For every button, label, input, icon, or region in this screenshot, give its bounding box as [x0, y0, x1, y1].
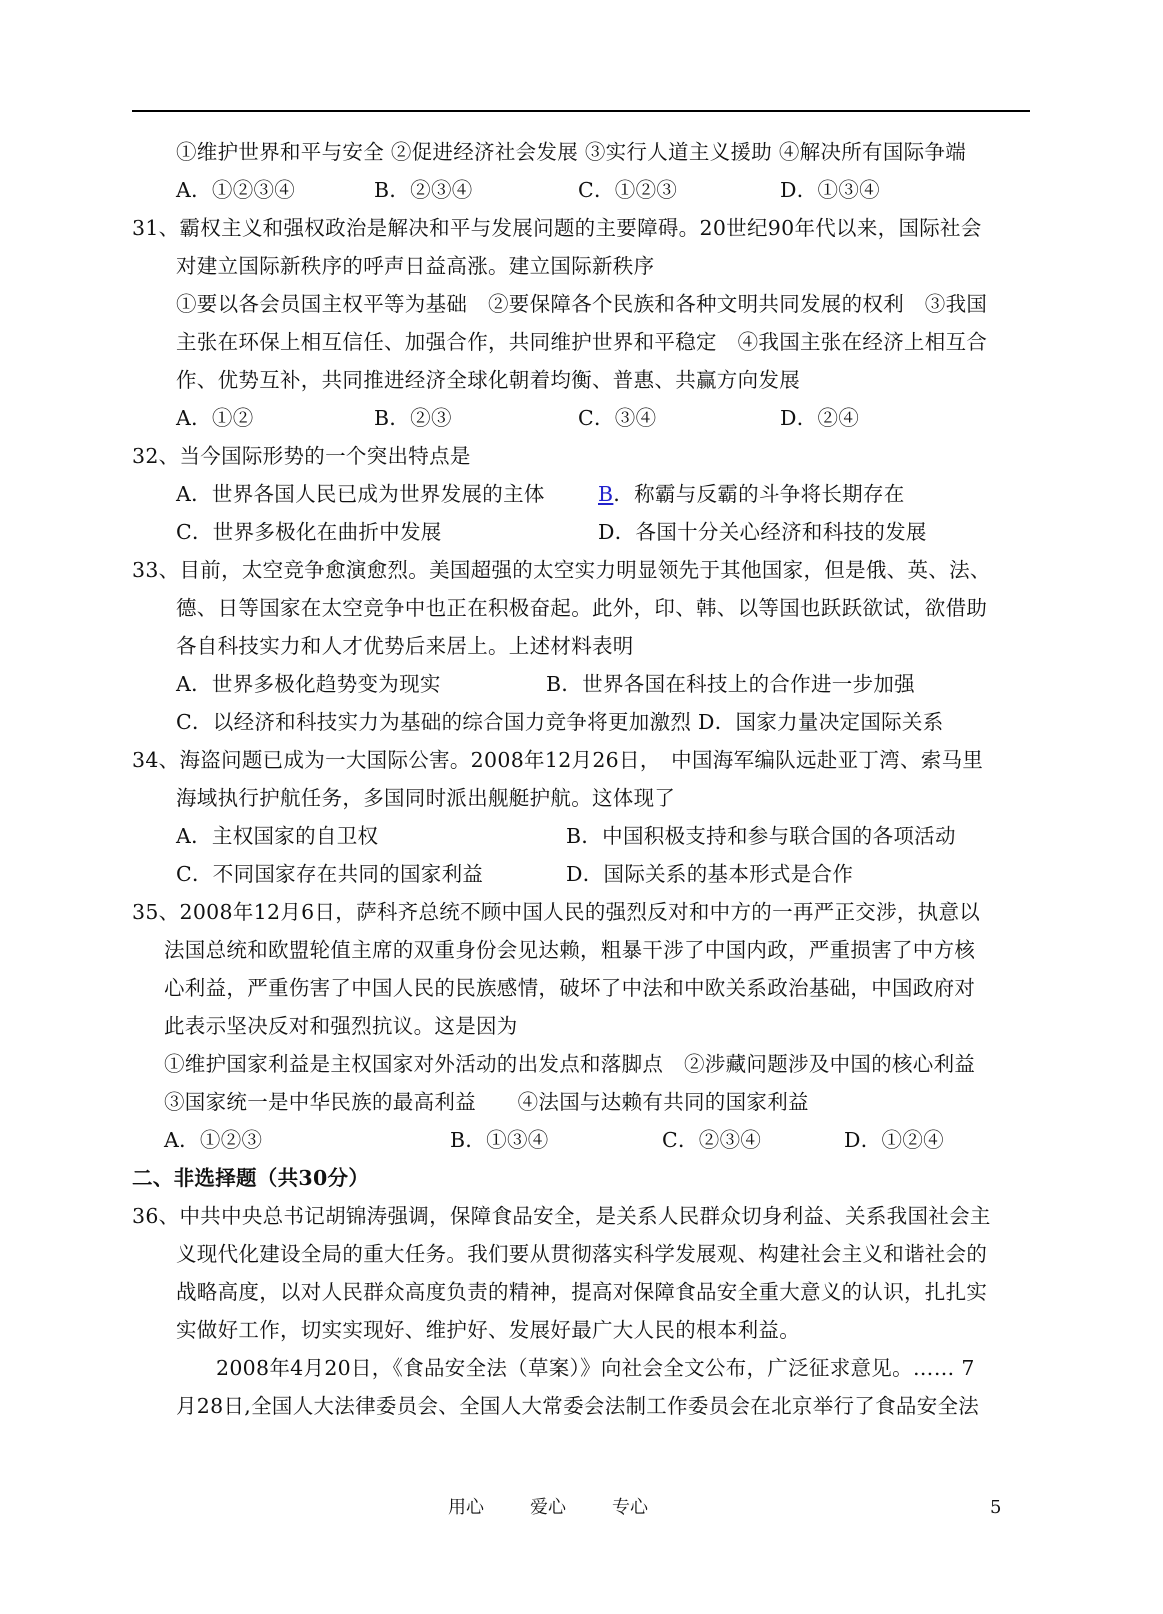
q32-stem: 32、当今国际形势的一个突出特点是 — [132, 444, 471, 468]
q33-option-a: A．世界多极化趋势变为现实 — [176, 672, 441, 696]
q32-option-d: D．各国十分关心经济和科技的发展 — [598, 520, 927, 544]
q31-line-3: ①要以各会员国主权平等为基础 ②要保障各个民族和各种文明共同发展的权利 ③我国 — [176, 292, 988, 316]
q34-line-1: 34、海盗问题已成为一大国际公害。2008年12月26日， 中国海军编队远赴亚丁湾、索马里 — [132, 748, 984, 772]
q32-option-c: C．世界多极化在曲折中发展 — [176, 520, 442, 544]
q30-option-a: A．①②③④ — [176, 178, 296, 202]
q34-option-b: B．中国积极支持和参与联合国的各项活动 — [566, 824, 956, 848]
q31-line-2: 对建立国际新秩序的呼声日益高涨。建立国际新秩序 — [176, 254, 655, 278]
q36-line-5: 2008年4月20日，《食品安全法（草案）》向社会全文公布，广泛征求意见。…… 7 — [216, 1356, 975, 1380]
q33-line-3: 各自科技实力和人才优势后来居上。上述材料表明 — [176, 634, 634, 658]
q34-line-2: 海域执行护航任务，多国同时派出舰艇护航。这体现了 — [176, 786, 676, 810]
q33-line-1: 33、目前，太空竞争愈演愈烈。美国超强的太空实力明显领先于其他国家，但是俄、英、法、 — [132, 558, 991, 582]
q36-line-3: 战略高度，以对人民群众高度负责的精神，提高对保障食品安全重大意义的认识，扎扎实 — [176, 1280, 988, 1304]
q36-line-2: 义现代化建设全局的重大任务。我们要从贯彻落实科学发展观、构建社会主义和谐社会的 — [176, 1242, 988, 1266]
section2-heading: 二、非选择题（共30分） — [132, 1166, 370, 1190]
q31-line-4: 主张在环保上相互信任、加强合作，共同维护世界和平稳定 ④我国主张在经济上相互合 — [176, 330, 988, 354]
q31-line-5: 作、优势互补，共同推进经济全球化朝着均衡、普惠、共赢方向发展 — [176, 368, 800, 392]
q36-line-4: 实做好工作，切实实现好、维护好、发展好最广大人民的根本利益。 — [176, 1318, 800, 1342]
q32-option-b — [598, 481, 905, 507]
q36-line-6: 月28日,全国人大法律委员会、全国人大常委会法制工作委员会在北京举行了食品安全法 — [176, 1394, 980, 1418]
header-rule — [132, 110, 1030, 112]
q35-option-b: B．①③④ — [450, 1128, 549, 1152]
q33-option-b: B．世界各国在科技上的合作进一步加强 — [546, 672, 915, 696]
q35-line-3: 心利益，严重伤害了中国人民的民族感情，破坏了中法和中欧关系政治基础，中国政府对 — [164, 976, 976, 1000]
q30-option-d: D．①③④ — [780, 178, 880, 202]
q32-option-b-text: ．称霸与反霸的斗争将长期存在 — [613, 482, 905, 506]
q35-line-6: ③国家统一是中华民族的最高利益 ④法国与达赖有共同的国家利益 — [164, 1090, 809, 1114]
q31-line-1: 31、霸权主义和强权政治是解决和平与发展问题的主要障碍。20世纪90年代以来，国际社会 — [132, 216, 982, 240]
q31-option-a: A．①② — [176, 406, 254, 430]
q35-option-a: A．①②③ — [164, 1128, 263, 1152]
q30-option-c: C．①②③ — [578, 178, 678, 202]
q35-line-5: ①维护国家利益是主权国家对外活动的出发点和落脚点 ②涉藏问题涉及中国的核心利益 — [164, 1052, 976, 1076]
footer-motto-1: 用心 — [448, 1497, 484, 1518]
q34-option-c: C．不同国家存在共同的国家利益 — [176, 862, 484, 886]
q34-option-a: A．主权国家的自卫权 — [176, 824, 379, 848]
page-number: 5 — [990, 1497, 1002, 1518]
q34-option-d: D．国际关系的基本形式是合作 — [566, 862, 854, 886]
q35-option-d: D．①②④ — [844, 1128, 944, 1152]
q30-option-b: B．②③④ — [374, 178, 473, 202]
q35-line-4: 此表示坚决反对和强烈抗议。这是因为 — [164, 1014, 518, 1038]
q31-option-c: C．③④ — [578, 406, 657, 430]
q31-option-b: B．②③ — [374, 406, 452, 430]
q36-line-1: 36、中共中央总书记胡锦涛强调，保障食品安全，是关系人民群众切身利益、关系我国社会主 — [132, 1204, 991, 1228]
q31-option-d: D．②④ — [780, 406, 860, 430]
q32-option-b-link[interactable]: B — [598, 482, 614, 506]
footer-motto-2: 爱心 — [530, 1497, 566, 1518]
footer-motto-3: 专心 — [612, 1497, 648, 1518]
q30-statements: ①维护世界和平与安全 ②促进经济社会发展 ③实行人道主义援助 ④解决所有国际争端 — [176, 140, 967, 164]
q32-option-a: A．世界各国人民已成为世界发展的主体 — [176, 482, 545, 506]
q33-line-2: 德、日等国家在太空竞争中也正在积极奋起。此外，印、韩、以等国也跃跃欲试，欲借助 — [176, 596, 988, 620]
q33-option-cd: C．以经济和科技实力为基础的综合国力竞争将更加激烈 D．国家力量决定国际关系 — [176, 710, 944, 734]
q35-line-2: 法国总统和欧盟轮值主席的双重身份会见达赖，粗暴干涉了中国内政，严重损害了中方核 — [164, 938, 976, 962]
q35-option-c: C．②③④ — [662, 1128, 762, 1152]
q35-line-1: 35、2008年12月6日，萨科齐总统不顾中国人民的强烈反对和中方的一再严正交涉，执意以 — [132, 900, 981, 924]
